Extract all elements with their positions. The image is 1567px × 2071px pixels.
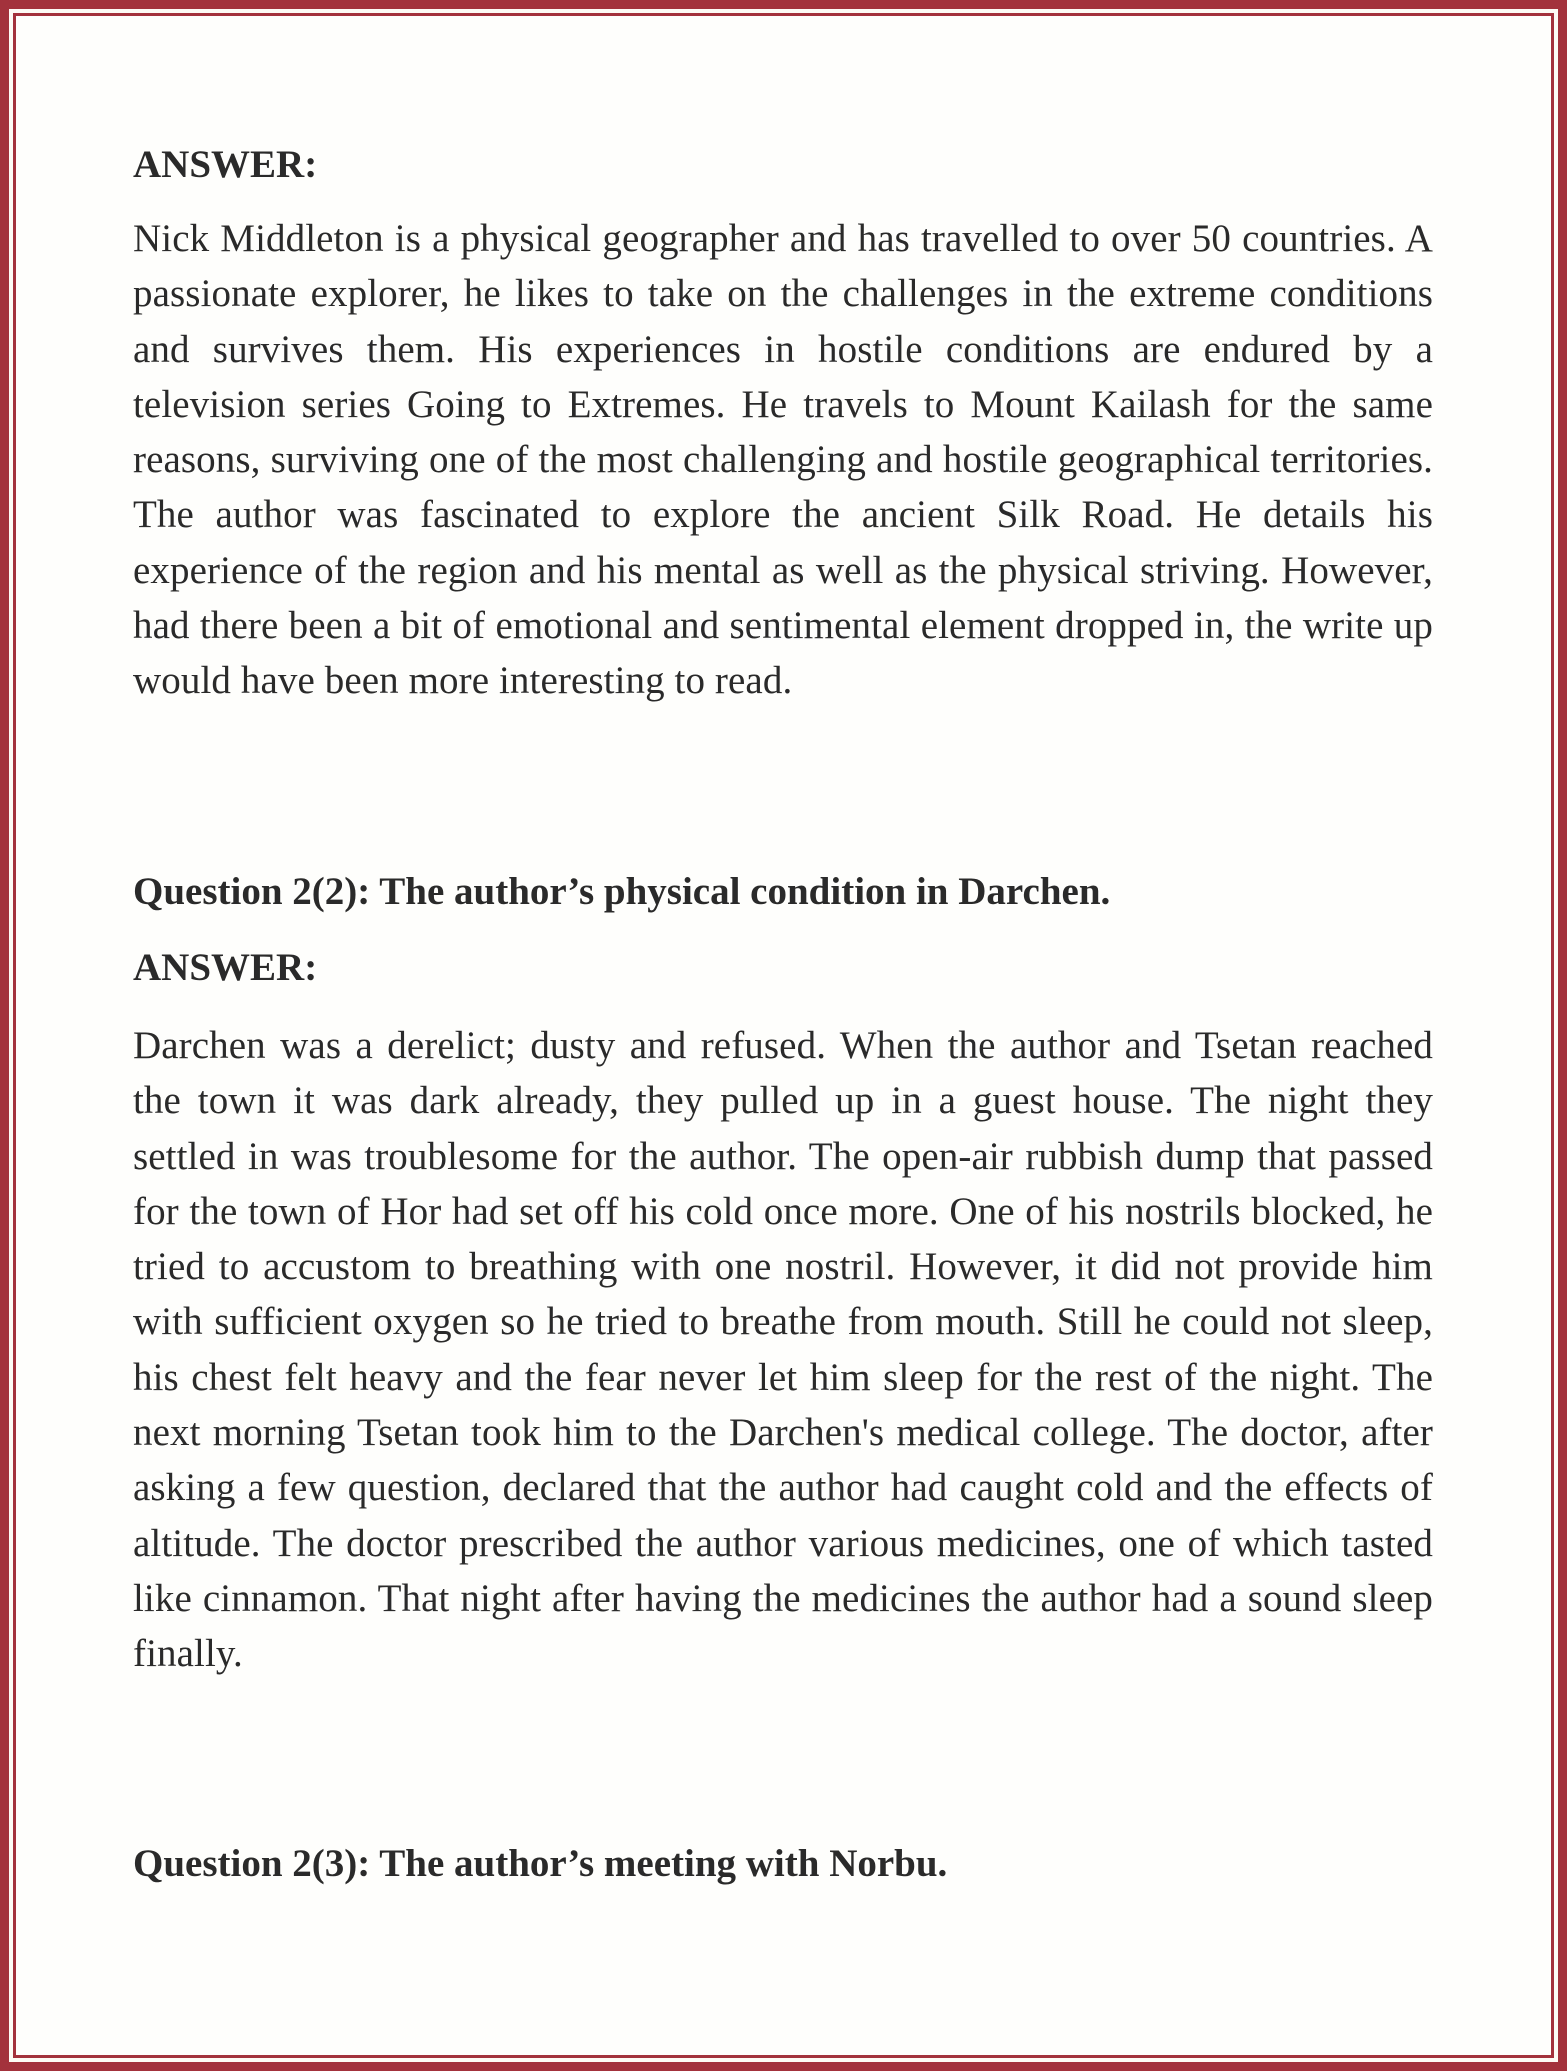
- question-heading-2-3: Question 2(3): The author’s meeting with Norbu.: [133, 1842, 948, 1885]
- question-heading-2-2: Question 2(2): The author’s physical condition in Darchen.: [133, 870, 1111, 913]
- answer-paragraph-2: Darchen was a derelict; dusty and refused. When the author and Tsetan reached the town it was dark already, they pulled up in a guest house. The night they settled in was troublesome for the author. The open-air rubbish dump that passed for the town of Hor had set off his cold once more. One of his nostrils blocked, he tried to accustom to breathing with one nostril. However, it did not provide him with sufficient oxygen so he tried to breathe from mouth. Still he could not sleep, his chest felt heavy and the fear never let him sleep for the rest of the night. The next morning Tsetan took him to the Darchen's medical college. The doctor, after asking a few question, declared that the author had caught cold and the effects of altitude. The doctor prescribed the author various medicines, one of which tasted like cinnamon. That night after having the medicines the author had a sound sleep finally.: [133, 1024, 1433, 1676]
- answer-heading-2: ANSWER:: [133, 946, 318, 989]
- answer-paragraph-1: Nick Middleton is a physical geographer and has travelled to over 50 countries. A passionate explorer, he likes to take on the challenges in the extreme conditions and survives them. His experiences in hostile conditions are endured by a television series Going to Extremes. He travels to Mount Kailash for the same reasons, surviving one of the most challenging and hostile geographical territories. The author was fascinated to explore the ancient Silk Road. He details his experience of the region and his mental as well as the physical striving. However, had there been a bit of emotional and sentimental element dropped in, the write up would have been more interesting to read.: [133, 217, 1433, 703]
- answer-heading-1: ANSWER:: [133, 143, 318, 186]
